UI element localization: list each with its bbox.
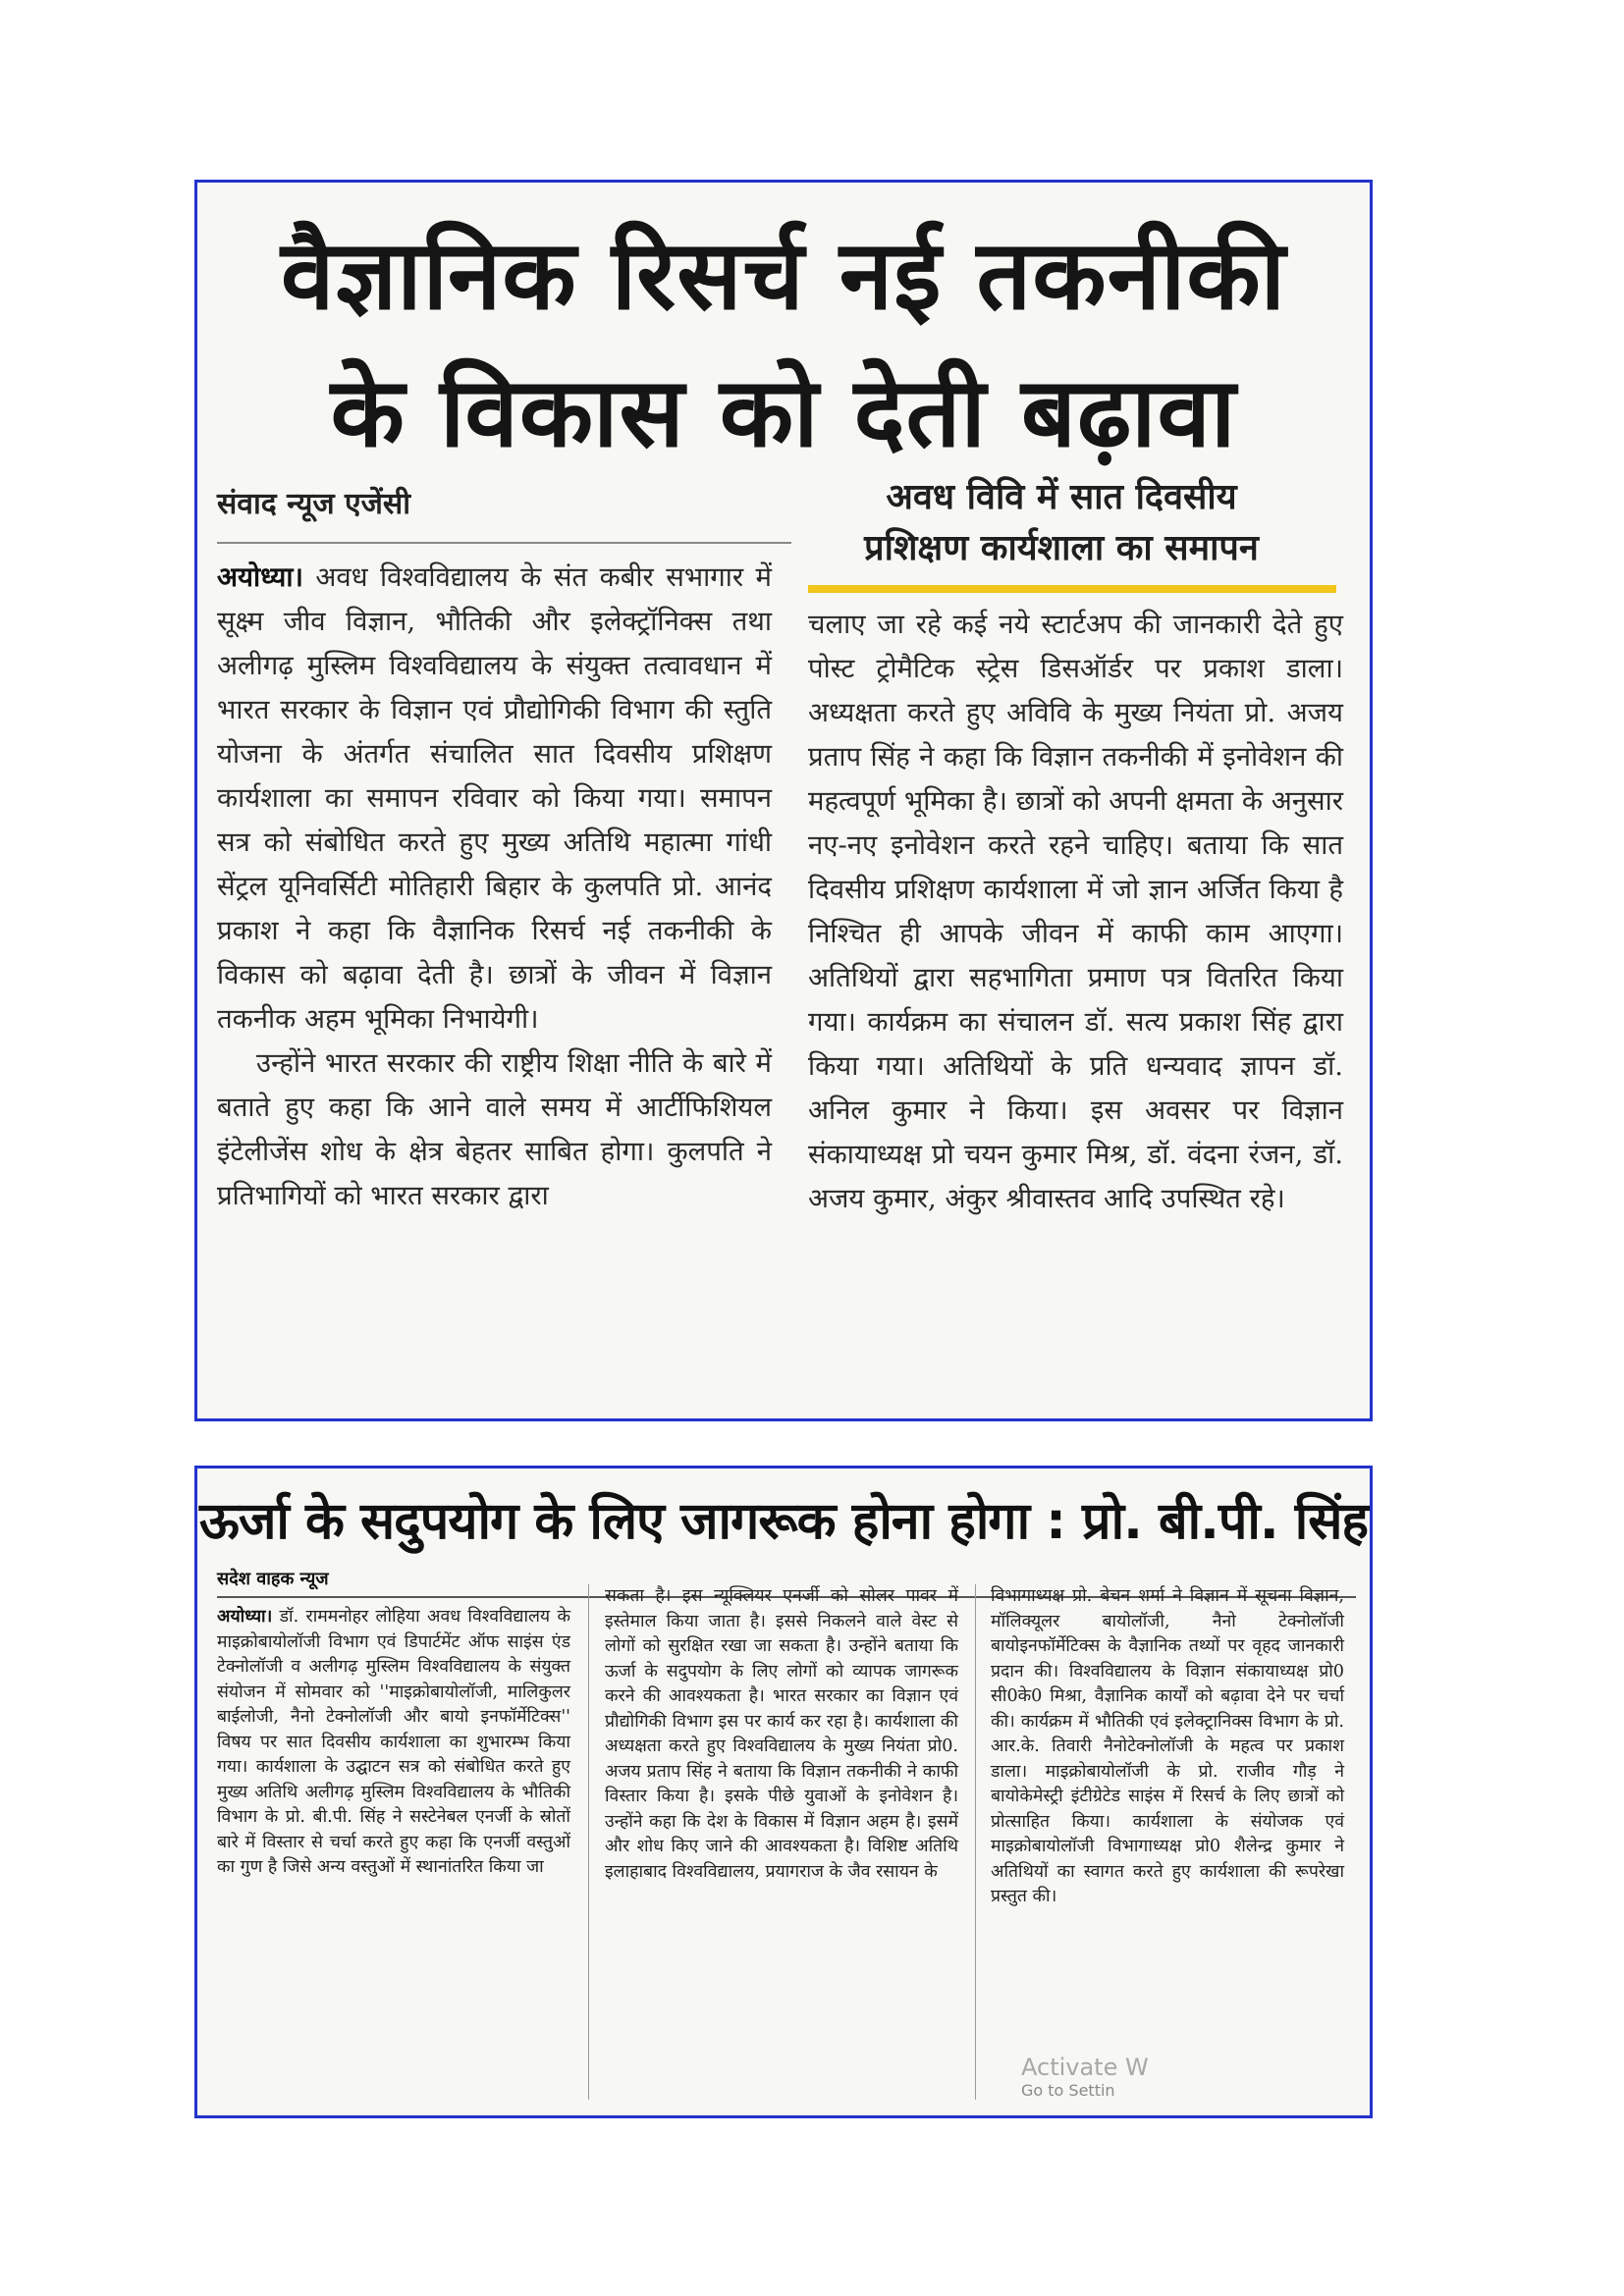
article1-headline-line1: वैज्ञानिक रिसर्च नई तकनीकी bbox=[280, 220, 1287, 332]
article1-paragraph-3: चलाए जा रहे कई नये स्टार्टअप की जानकारी देते हुए पोस्ट ट्रोमैटिक स्ट्रेस डिसऑर्डर पर प्रकाश डाला। अध्यक्षता करते हुए अविवि के मुख्य नियंता प्रो. अजय प्रताप सिंह ने कहा कि विज्ञान तकनीकी में इनोवेशन की महत्वपूर्ण भूमिका है। छात्रों को अपनी क्षमता के अनुसार नए-नए इनोवेशन करते रहने चाहिए। बताया कि सात दिवसीय प्रशिक्षण कार्यशाला में जो ज्ञान अर्जित किया है निश्चित ही आपके जीवन में काफी काम आएगा। अतिथियों द्वारा सहभागिता प्रमाण पत्र वितरित किया गया। कार्यक्रम का संचालन डॉ. सत्य प्रकाश सिंह द्वारा किया गया। अतिथियों के प्रति धन्यवाद ज्ञापन डॉ. अनिल कुमार ने किया। इस अवसर पर विज्ञान संकायाध्यक्ष प्रो चयन कुमार मिश्र, डॉ. वंदना रंजन, डॉ. अजय कुमार, अंकुर श्रीवास्तव आदि उपस्थित रहे। bbox=[808, 609, 1343, 1214]
article1-column-2 bbox=[808, 603, 1343, 1221]
article1-column-1 bbox=[217, 556, 772, 1218]
windows-activation-watermark bbox=[1021, 2056, 1149, 2103]
watermark-line2: Go to Settin bbox=[1021, 2081, 1115, 2100]
article1-headline-line2: के विकास को देती बढ़ावा bbox=[330, 357, 1237, 469]
article1-paragraph-2: उन्होंने भारत सरकार की राष्ट्रीय शिक्षा नीति के बारे में बताते हुए कहा कि आने वाले समय में आर्टीफिशियल इंटेलीजेंस शोध के क्षेत्र बेहतर साबित होगा। कुलपति ने प्रतिभागियों को भारत सरकार द्वारा bbox=[217, 1047, 772, 1211]
column-divider bbox=[588, 1584, 589, 2100]
article1-dateline: अयोध्या। bbox=[217, 561, 303, 593]
article2-column-1 bbox=[217, 1604, 570, 1881]
article2-col2-text: सकता है। इस न्यूक्लियर एनर्जी को सोलर पावर में इस्तेमाल किया जाता है। इससे निकलने वाले वेस्ट से लोगों को सुरक्षित रखा जा सकता है। उन्होंने बताया कि ऊर्जा के सदुपयोग के लिए लोगों को व्यापक जागरूक करने की आवश्यकता है। भारत सरकार का विज्ञान एवं प्रौद्योगिकी विभाग इस पर कार्य कर रहा है। कार्यशाला की अध्यक्षता करते हुए विश्वविद्यालय के मुख्य नियंता प्रो0. अजय प्रताप सिंह ने बताया कि विज्ञान तकनीकी ने काफी विस्तार किया है। इसके पीछे युवाओं के इनोवेशन है। उन्होंने कहा कि देश के विकास में विज्ञान अहम है। इसमें और शोध किए जाने की आवश्यकता है। विशिष्ट अतिथि इलाहाबाद विश्वविद्यालय, प्रयागराज के जैव रसायन के bbox=[605, 1586, 958, 1882]
news-clipping-1 bbox=[194, 180, 1373, 1421]
article1-subhead bbox=[786, 472, 1336, 574]
column-divider bbox=[975, 1584, 976, 2100]
article2-column-3 bbox=[991, 1584, 1344, 1910]
article2-column-2 bbox=[605, 1584, 958, 1885]
article1-agency: संवाद न्यूज एजेंसी bbox=[217, 482, 791, 544]
article1-para1-text: अवध विश्वविद्यालय के संत कबीर सभागार में सूक्ष्म जीव विज्ञान, भौतिकी और इलेक्ट्रॉनिक्स तथा अलीगढ़ मुस्लिम विश्वविद्यालय के संयुक्त तत्वावधान में भारत सरकार के विज्ञान एवं प्रौद्योगिकी विभाग की स्तुति योजना के अंतर्गत संचालित सात दिवसीय प्रशिक्षण कार्यशाला का समापन रविवार को किया गया। समापन सत्र को संबोधित करते हुए मुख्य अतिथि महात्मा गांधी सेंट्रल यूनिवर्सिटी मोतिहारी बिहार के कुलपति प्रो. आनंद प्रकाश ने कहा कि वैज्ञानिक रिसर्च नई तकनीकी के विकास को बढ़ावा देती है। छात्रों के जीवन में विज्ञान तकनीक अहम भूमिका निभायेगी। bbox=[217, 561, 772, 1035]
news-clipping-2 bbox=[194, 1466, 1373, 2118]
article2-col1-text: डॉ. राममनोहर लोहिया अवध विश्वविद्यालय के माइक्रोबायोलॉजी विभाग एवं डिपार्टमेंट ऑफ साइंस एंड टेक्नोलॉजी व अलीगढ़ मुस्लिम विश्वविद्यालय के संयुक्त संयोजन में सोमवार को ''माइक्रोबायोलॉजी, मालिकुलर बाईलोजी, नैनो टेक्नोलॉजी और बायो इनफॉर्मेटिक्स'' विषय पर सात दिवसीय कार्यशाला का शुभारम्भ किया गया। कार्यशाला के उद्घाटन सत्र को संबोधित करते हुए मुख्य अतिथि अलीगढ़ मुस्लिम विश्वविद्यालय के भौतिकी विभाग के प्रो. बी.पी. सिंह ने सस्टेनेबल एनर्जी के स्रोतों बारे में विस्तार से चर्चा करते हुए कहा कि एनर्जी वस्तुओं का गुण है जिसे अन्य वस्तुओं में स्थानांतरित किया जा bbox=[217, 1607, 570, 1877]
watermark-line1: Activate W bbox=[1021, 2054, 1149, 2081]
article2-col3-text: विभागाध्यक्ष प्रो. बेचन शर्मा ने विज्ञान में सूचना विज्ञान, मॉलिक्यूलर बायोलॉजी, नैनो टेक्नोलॉजी बायोइनफॉर्मेटिक्स के वैज्ञानिक तथ्यों पर वृहद जानकारी प्रदान की। विश्वविद्यालय के विज्ञान संकायाध्यक्ष प्रो0 सी0के0 मिश्रा, वैज्ञानिक कार्यों को बढ़ावा देने पर चर्चा की। कार्यक्रम में भौतिकी एवं इलेक्ट्रानिक्स विभाग के प्रो. आर.के. तिवारी नैनोटेक्नोलॉजी के महत्व पर प्रकाश डाला। माइक्रोबायोलॉजी के प्रो. राजीव गौड़ ने बायोकेमेस्ट्री इंटीग्रेटेड साइंस में रिसर्च के लिए छात्रों को प्रोत्साहित किया। कार्यशाला के संयोजक एवं माइक्रोबायोलॉजी विभागाध्यक्ष प्रो0 शैलेन्द्र कुमार ने अतिथियों का स्वागत करते हुए कार्यशाला की रूपरेखा प्रस्तुत की। bbox=[991, 1586, 1344, 1906]
article1-headline bbox=[197, 207, 1370, 482]
subhead-underline-bar bbox=[808, 585, 1336, 593]
article2-column-1-text bbox=[217, 1604, 570, 1881]
article2-headline: ऊर्जा के सदुपयोग के लिए जागरूक होना होगा : प्रो. बी.पी. सिंह bbox=[199, 1492, 1368, 1551]
article1-subhead-line2: प्रशिक्षण कार्यशाला का समापन bbox=[864, 528, 1259, 568]
article1-subhead-line1: अवध विवि में सात दिवसीय bbox=[886, 477, 1237, 517]
article1-paragraph-1 bbox=[217, 556, 772, 1041]
article2-dateline: अयोध्या। bbox=[217, 1606, 273, 1627]
article2-agency: सदेश वाहक न्यूज bbox=[217, 1567, 1356, 1598]
